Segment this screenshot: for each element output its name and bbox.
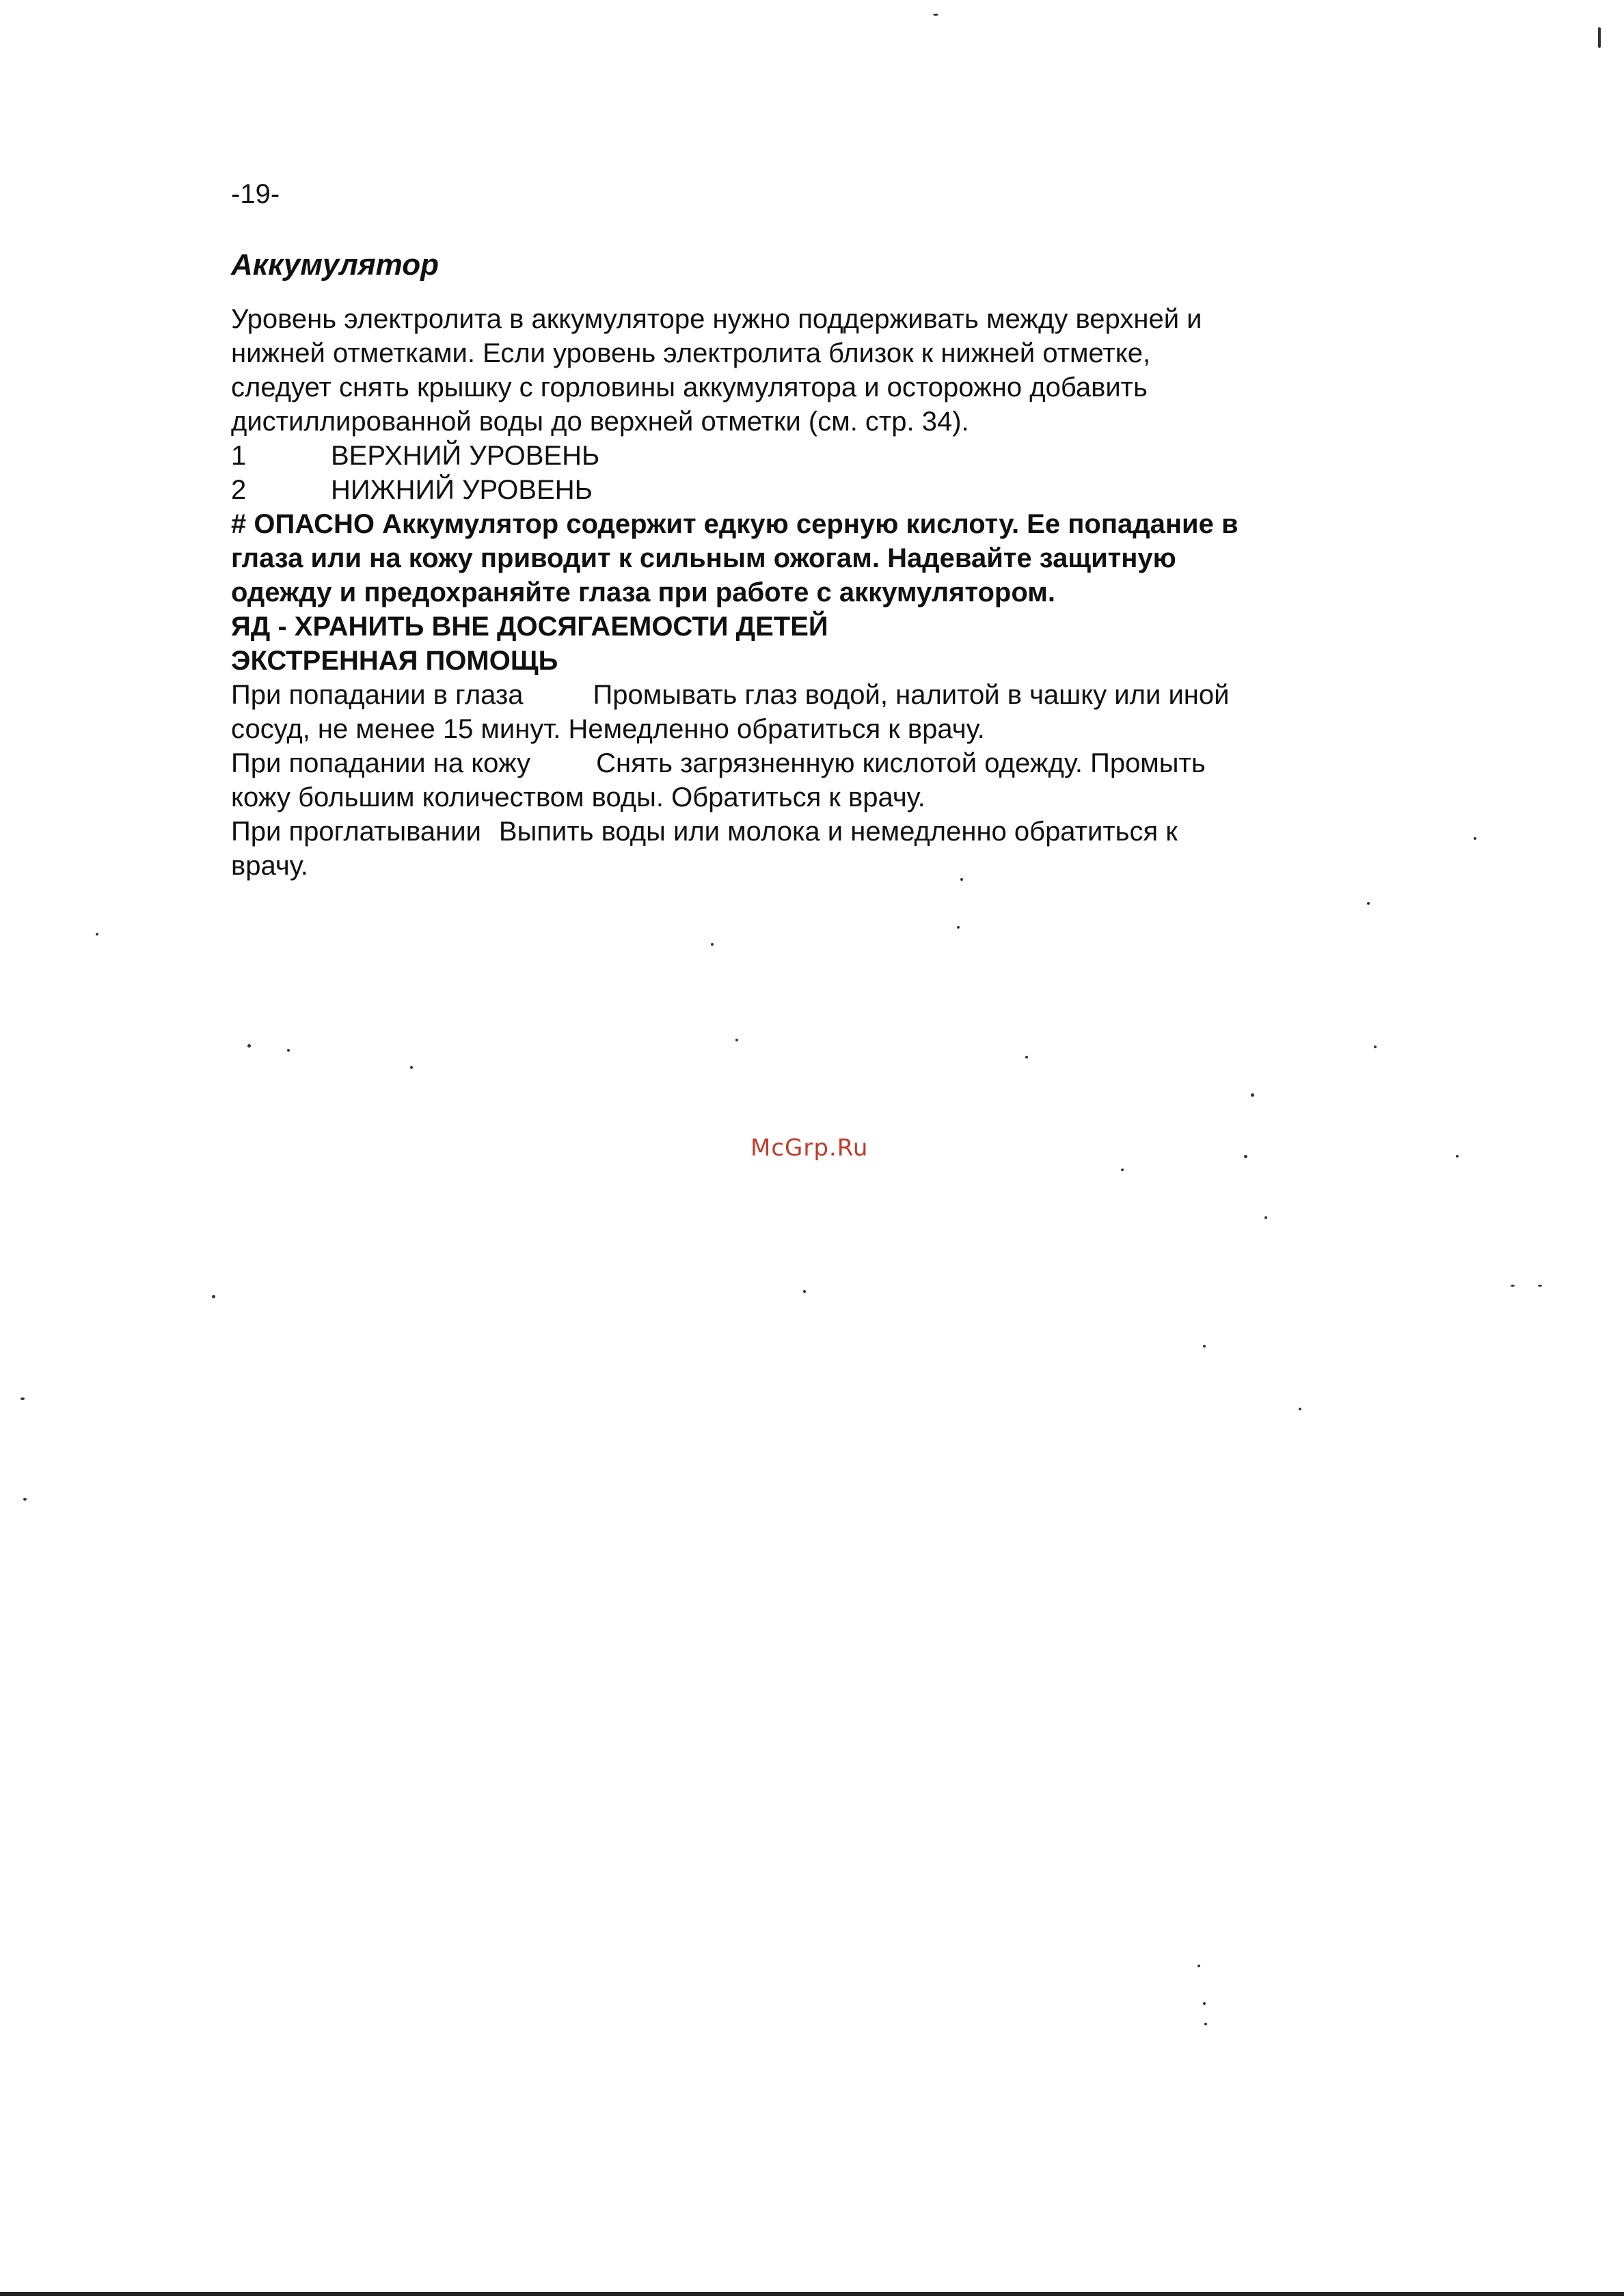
scan-speck — [287, 1049, 290, 1052]
level-label: ВЕРХНИЙ УРОВЕНЬ — [331, 441, 600, 471]
scan-speck — [1204, 2023, 1207, 2025]
intro-line: нижней отметками. Если уровень электролита близок к нижней отметке, — [231, 338, 1151, 368]
scan-speck — [957, 926, 960, 929]
scan-speck — [960, 878, 963, 881]
first-aid-skin — [231, 746, 1379, 815]
first-aid-eyes — [231, 678, 1379, 746]
scan-speck — [1598, 27, 1601, 48]
first-aid-swallow — [231, 815, 1379, 883]
scan-speck — [1025, 1056, 1028, 1058]
first-aid-action-cont: сосуд, не менее 15 минут. Немедленно обратиться к врачу. — [231, 714, 985, 744]
page-bottom-edge — [0, 2292, 1624, 2296]
scan-speck — [711, 943, 714, 946]
scan-speck — [1367, 902, 1370, 905]
scan-speck — [21, 1397, 25, 1400]
scan-speck — [247, 1044, 251, 1048]
scan-speck — [803, 1290, 806, 1293]
scan-speck — [1197, 1965, 1200, 1967]
intro-line: Уровень электролита в аккумуляторе нужно поддерживать между верхней и — [231, 304, 1202, 334]
page-number: -19- — [231, 179, 280, 209]
scan-speck — [1299, 1408, 1301, 1410]
intro-line: следует снять крышку с горловины аккумулятора и осторожно добавить — [231, 372, 1148, 402]
first-aid-action-cont: врачу. — [231, 851, 308, 881]
scan-speck — [1203, 2002, 1206, 2005]
first-aid-heading: ЭКСТРЕННАЯ ПОМОЩЬ — [231, 646, 558, 676]
section-title: Аккумулятор — [231, 248, 439, 282]
intro-line: дистиллированной воды до верхней отметки (см. стр. 34). — [231, 407, 969, 437]
first-aid-case: При попадании в глаза — [231, 680, 524, 710]
level-label: НИЖНИЙ УРОВЕНЬ — [331, 475, 593, 505]
level-number: 2 — [231, 475, 247, 505]
poison-warning: ЯД - ХРАНИТЬ ВНЕ ДОСЯГАЕМОСТИ ДЕТЕЙ — [231, 612, 828, 642]
scan-speck — [1456, 1155, 1459, 1158]
scan-speck — [1538, 1285, 1542, 1287]
danger-line: # ОПАСНО Аккумулятор содержит едкую серную кислоту. Ее попадание в — [231, 509, 1239, 539]
scan-speck — [1251, 1093, 1254, 1097]
scan-speck — [23, 1498, 27, 1501]
scan-speck — [1121, 1168, 1124, 1171]
scan-speck — [735, 1039, 738, 1041]
first-aid-action: Промывать глаз водой, налитой в чашку или иной — [593, 680, 1230, 710]
level-item-lower — [231, 473, 1379, 507]
scan-speck — [96, 933, 98, 935]
danger-line: одежду и предохраняйте глаза при работе с аккумулятором. — [231, 577, 1055, 607]
scan-speck — [410, 1066, 413, 1069]
watermark: McGrp.Ru — [750, 1134, 869, 1162]
level-number: 1 — [231, 441, 247, 471]
scan-speck — [1244, 1155, 1247, 1158]
first-aid-case: При проглатывании — [231, 817, 481, 847]
danger-line: глаза или на кожу приводит к сильным ожогам. Надевайте защитную — [231, 543, 1176, 573]
scan-speck — [1474, 837, 1476, 840]
scan-speck — [212, 1295, 215, 1298]
scan-speck — [1203, 1345, 1206, 1348]
first-aid-case: При попадании на кожу — [231, 748, 531, 778]
first-aid-action: Снять загрязненную кислотой одежду. Промыть — [596, 748, 1206, 778]
scan-speck — [1511, 1285, 1515, 1287]
scan-speck — [1264, 1216, 1267, 1219]
scan-speck — [933, 14, 938, 16]
first-aid-action-cont: кожу большим количеством воды. Обратиться к врачу. — [231, 782, 925, 812]
level-item-upper — [231, 439, 1379, 473]
first-aid-action: Выпить воды или молока и немедленно обратиться к — [498, 817, 1178, 847]
scan-speck — [1374, 1046, 1377, 1048]
page-content — [231, 247, 1379, 883]
